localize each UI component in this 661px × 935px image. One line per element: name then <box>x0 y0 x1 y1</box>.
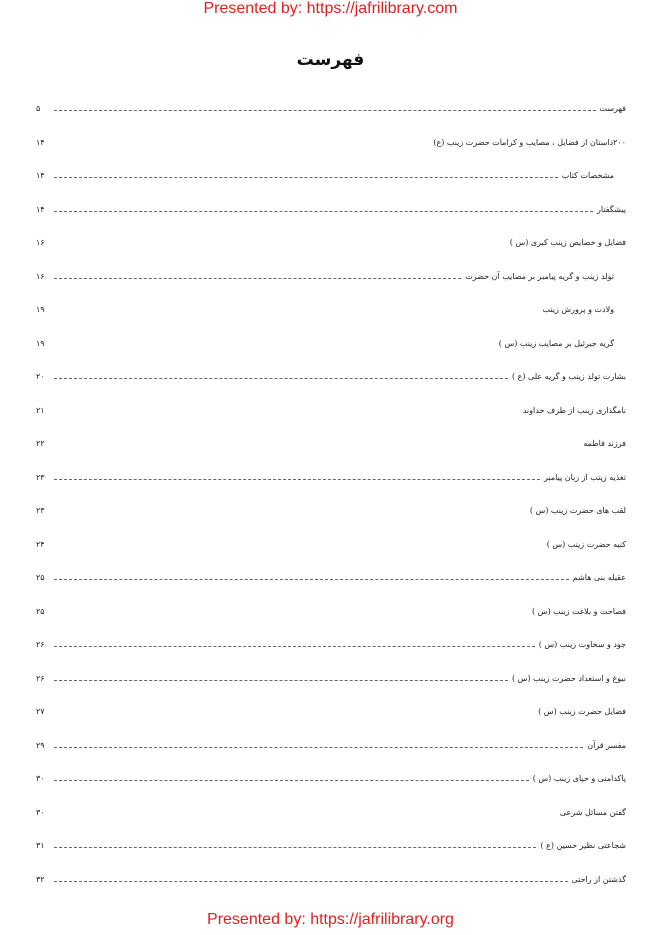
table-of-contents <box>36 92 626 896</box>
toc-entry[interactable] <box>36 126 626 160</box>
toc-entry-title[interactable]: مشخصات کتاب <box>561 171 614 181</box>
toc-entry-title[interactable]: ولادت و پرورش زینب <box>542 305 614 315</box>
toc-entry-title[interactable]: کنیه حضرت زینب (س ) <box>546 539 626 549</box>
toc-entry[interactable] <box>36 561 626 595</box>
toc-entry-title[interactable]: گریه جبرئیل بر مصایب زینب (س ) <box>498 338 614 348</box>
toc-entry-title[interactable]: ۲۰۰داستان از فضایل ، مصایب و کرامات حضرت زینب (ع) <box>433 137 626 147</box>
dotted-leader <box>54 110 596 111</box>
toc-entry-title[interactable]: فصاحت و بلاغت زینب (س ) <box>532 606 626 616</box>
toc-page-number: ۱۴ <box>36 204 45 214</box>
toc-entry-title[interactable]: فضایل و خصایص زینب کبری (س ) <box>509 238 626 248</box>
toc-entry[interactable] <box>36 863 626 897</box>
toc-entry[interactable] <box>36 528 626 562</box>
toc-page-number: ۲۶ <box>36 640 45 650</box>
dotted-leader <box>54 680 508 681</box>
toc-entry[interactable] <box>36 394 626 428</box>
toc-page-number: ۱۹ <box>36 305 45 315</box>
toc-page-number: ۲۹ <box>36 740 45 750</box>
toc-entry-title[interactable]: عقیله بنی هاشم <box>572 573 626 583</box>
toc-entry-title[interactable]: گفتن مسائل شرعی <box>559 807 626 817</box>
dotted-leader <box>54 747 583 748</box>
toc-entry[interactable] <box>36 628 626 662</box>
dotted-leader <box>54 479 540 480</box>
toc-page-number: ۱۴ <box>36 137 45 147</box>
dotted-leader <box>54 881 568 882</box>
toc-entry[interactable] <box>36 796 626 830</box>
toc-entry-title[interactable]: لقب های حضرت زینب (س ) <box>529 506 626 516</box>
toc-entry-title[interactable]: نامگذاری زینب از طرف خداوند <box>522 405 626 415</box>
page-title: فهرست <box>296 50 365 70</box>
toc-page-number: ۳۰ <box>36 807 45 817</box>
toc-entry[interactable] <box>36 729 626 763</box>
toc-entry-title[interactable]: شجاعتی نظیر حسین (ع ) <box>540 841 626 851</box>
toc-entry[interactable] <box>36 226 626 260</box>
toc-entry-title[interactable]: پاکدامنی و حیای زینب (س ) <box>532 774 626 784</box>
toc-entry[interactable] <box>36 762 626 796</box>
toc-entry[interactable] <box>36 461 626 495</box>
toc-entry-title[interactable]: جود و سخاوت زینب (س ) <box>538 640 626 650</box>
toc-page-number: ۲۲ <box>36 439 45 449</box>
toc-entry[interactable] <box>36 695 626 729</box>
toc-entry[interactable] <box>36 595 626 629</box>
toc-page-number: ۲۱ <box>36 405 45 415</box>
toc-entry[interactable] <box>36 159 626 193</box>
toc-page-number: ۲۵ <box>36 606 45 616</box>
toc-entry[interactable] <box>36 360 626 394</box>
toc-entry[interactable] <box>36 193 626 227</box>
toc-page-number: ۲۷ <box>36 707 45 717</box>
dotted-leader <box>54 278 461 279</box>
toc-page-number: ۱۶ <box>36 238 45 248</box>
toc-entry-title[interactable]: بشارت تولد زینب و گریه علی (ع ) <box>511 372 626 382</box>
toc-entry[interactable] <box>36 327 626 361</box>
toc-page-number: ۲۳ <box>36 506 45 516</box>
toc-entry-title[interactable]: مفسر قرآن <box>587 740 626 750</box>
toc-page-number: ۲۳ <box>36 472 45 482</box>
toc-page-number: ۵ <box>36 104 41 114</box>
toc-entry-title[interactable]: فرزند فاطمه <box>583 439 626 449</box>
toc-entry-title[interactable]: پیشگفتار <box>597 204 626 214</box>
toc-entry-title[interactable]: فضایل حضرت زینب (س ) <box>538 707 626 717</box>
toc-page-number: ۱۶ <box>36 271 45 281</box>
toc-entry[interactable] <box>36 494 626 528</box>
header-watermark[interactable]: Presented by: https://jafrilibrary.com <box>203 0 458 17</box>
dotted-leader <box>54 847 536 848</box>
toc-page-number: ۲۶ <box>36 673 45 683</box>
toc-entry-title[interactable]: نبوغ و استعداد حضرت زینب (س ) <box>511 673 626 683</box>
toc-page-number: ۲۵ <box>36 573 45 583</box>
toc-page-number: ۳۲ <box>36 874 45 884</box>
toc-page-number: ۲۴ <box>36 539 45 549</box>
toc-entry[interactable] <box>36 92 626 126</box>
toc-entry[interactable] <box>36 293 626 327</box>
toc-entry-title[interactable]: تولد زینب و گریه پیامبر بر مصایب آن حضرت <box>465 271 614 281</box>
toc-page-number: ۲۰ <box>36 372 45 382</box>
dotted-leader <box>54 378 508 379</box>
toc-entry[interactable] <box>36 260 626 294</box>
toc-page-number: ۱۴ <box>36 171 45 181</box>
toc-entry[interactable] <box>36 829 626 863</box>
toc-page-number: ۳۰ <box>36 774 45 784</box>
toc-page-number: ۳۱ <box>36 841 45 851</box>
toc-entry[interactable] <box>36 427 626 461</box>
dotted-leader <box>54 780 529 781</box>
toc-entry-title[interactable]: تغذیه زینب از زبان پیامبر <box>543 472 626 482</box>
toc-entry-title[interactable]: فهرست <box>599 104 626 114</box>
dotted-leader <box>54 177 558 178</box>
toc-entry-title[interactable]: گذشتن از راحتی <box>571 874 626 884</box>
dotted-leader <box>54 646 535 647</box>
dotted-leader <box>54 579 569 580</box>
toc-page-number: ۱۹ <box>36 338 45 348</box>
dotted-leader <box>54 211 593 212</box>
toc-entry[interactable] <box>36 662 626 696</box>
footer-watermark[interactable]: Presented by: https://jafrilibrary.org <box>207 911 454 928</box>
